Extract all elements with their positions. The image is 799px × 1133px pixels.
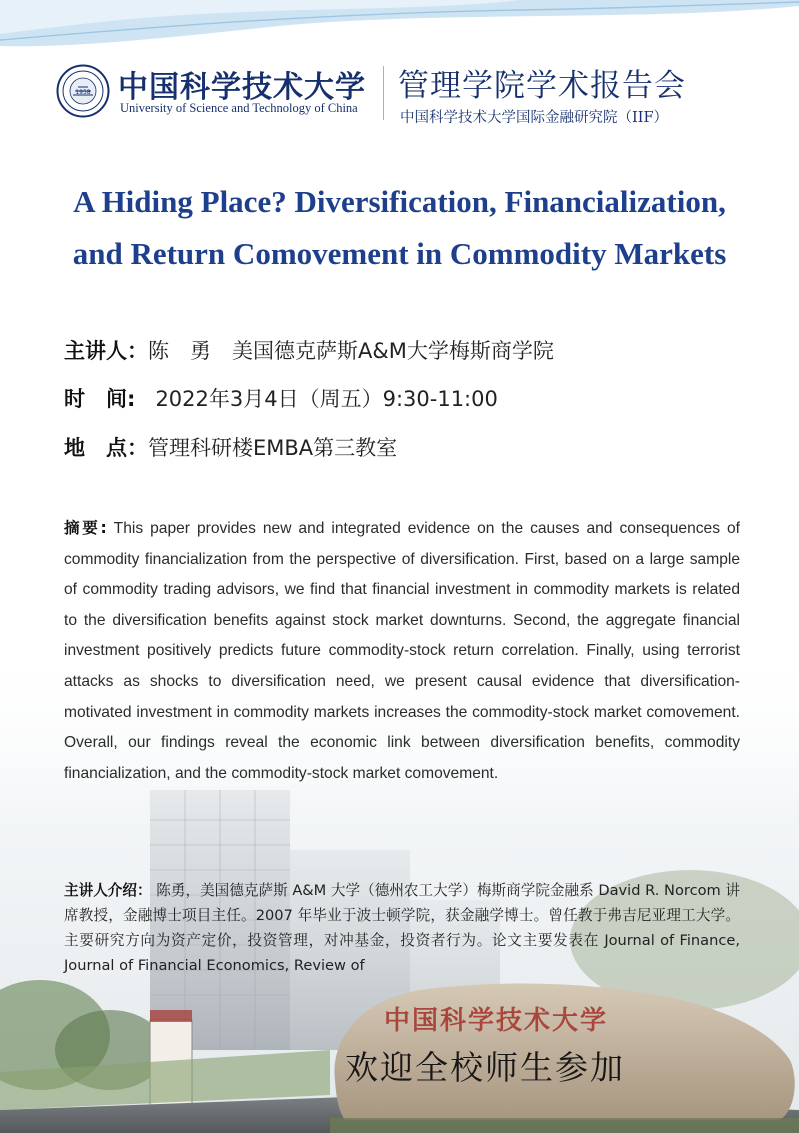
speaker-line	[64, 335, 554, 365]
abstract-text: This paper provides new and integrated evidence on the causes and consequences of commodity financialization from the perspective of diversification. First, based on a large sample of commodity trading advisors, we find that financial investment in commodity markets is related to the diversification benefits against stock market downturns. Second, the aggregate financial investment positively predicts future commodity-stock return correlation. Finally, using terrorist attacks as shocks to diversification need, we present causal evidence that diversification-motivated investment in commodity markets increases the commodity-stock market comovement. Overall, our findings reveal the economic link between diversification benefits, commodity financialization, and the commodity-stock market comovement.	[64, 520, 740, 782]
place-value: 管理科研楼EMBA第三教室	[148, 436, 398, 460]
university-seal-icon	[56, 64, 110, 118]
top-wave-decoration	[0, 0, 799, 60]
report-series-title: 管理学院学术报告会	[398, 68, 686, 104]
university-name-en: University of Science and Technology of China	[120, 101, 358, 115]
seal-year: 1958	[75, 89, 91, 96]
talk-title-line-2: and Return Comovement in Commodity Markets	[72, 236, 727, 271]
time-value: 2022年3月4日（周五）9:30-11:00	[155, 387, 498, 411]
speaker-label: 主讲人：	[64, 339, 148, 363]
talk-title	[40, 176, 759, 280]
place-line	[64, 432, 397, 462]
university-name-cn: 中国科学技术大学	[118, 70, 366, 105]
talk-title-line-1: A Hiding Place? Diversification, Financialization,	[73, 184, 726, 219]
speaker-value: 陈 勇 美国德克萨斯A&M大学梅斯商学院	[148, 339, 554, 363]
place-label: 地 点：	[64, 436, 148, 460]
rock-inscription: 中国科学技术大学	[384, 1006, 609, 1036]
bio-label: 主讲人介绍：	[64, 882, 152, 899]
time-label: 时 间:	[64, 387, 136, 411]
report-organizer: 中国科学技术大学国际金融研究院（IIF）	[400, 110, 669, 126]
abstract-paragraph	[64, 513, 740, 789]
speaker-bio-paragraph	[64, 878, 740, 978]
bio-text: 陈勇，美国德克萨斯 A&M 大学（德州农工大学）梅斯商学院金融系 David R. Norcom 讲席教授，金融博士项目主任。2007 年毕业于波士顿学院，获金融学博士。曾任教于弗吉尼亚理工大学。主要研究方向为资产定价，投资管理，对冲基金，投资者行为。论文主要发表在 Journal of Finance, Journal of Financial Economics, Review of	[64, 882, 740, 974]
time-line	[64, 383, 498, 413]
abstract-label: 摘要:	[64, 519, 107, 537]
welcome-message: 欢迎全校师生参加	[345, 1048, 625, 1087]
header-divider	[383, 66, 384, 120]
